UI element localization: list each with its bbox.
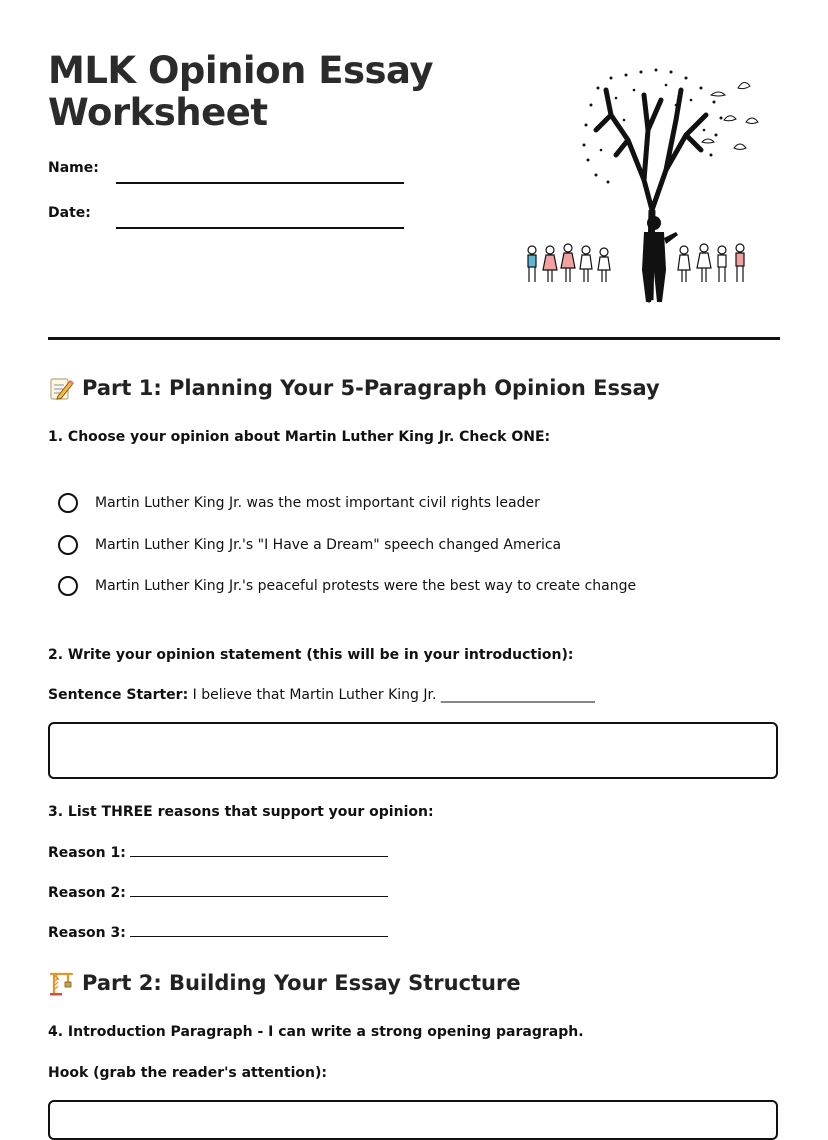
name-field xyxy=(48,160,408,184)
part1-heading xyxy=(48,375,660,401)
radio-circle[interactable] xyxy=(58,576,78,596)
option-label: Martin Luther King Jr.'s peaceful protests were the best way to create change xyxy=(95,578,637,594)
header-divider xyxy=(48,337,780,340)
opinion-option-1[interactable] xyxy=(58,491,540,515)
mlk-tree-children-illustration xyxy=(516,60,776,310)
opinion-option-3[interactable] xyxy=(58,574,636,598)
memo-pencil-icon xyxy=(48,375,74,401)
children-holding-hands-icon xyxy=(528,244,744,282)
starter-text: I believe that Martin Luther King Jr. ______________________ xyxy=(188,687,595,703)
speaker-silhouette-icon xyxy=(642,216,678,302)
question-4: 4. Introduction Paragraph - I can write a strong opening paragraph. xyxy=(48,1024,584,1040)
option-label: Martin Luther King Jr.'s "I Have a Dream" speech changed America xyxy=(95,537,562,553)
title-line-1: MLK Opinion Essay xyxy=(48,49,434,92)
radio-circle[interactable] xyxy=(58,535,78,555)
construction-crane-icon xyxy=(48,970,74,996)
worksheet-page xyxy=(48,0,780,1118)
reason-label: Reason 1: xyxy=(48,845,126,861)
date-blank-line[interactable] xyxy=(116,227,404,229)
radio-circle[interactable] xyxy=(58,493,78,513)
hook-answer-box[interactable] xyxy=(48,1100,778,1140)
dove-icon xyxy=(702,82,758,149)
question-2: 2. Write your opinion statement (this will be in your introduction): xyxy=(48,647,574,663)
page-title xyxy=(48,50,433,134)
starter-label: Sentence Starter: xyxy=(48,687,189,703)
reason-label: Reason 2: xyxy=(48,885,126,901)
reason-label: Reason 3: xyxy=(48,925,126,941)
title-line-2: Worksheet xyxy=(48,91,268,134)
name-blank-line[interactable] xyxy=(116,182,404,184)
part2-title: Part 2: Building Your Essay Structure xyxy=(82,971,521,995)
question-3: 3. List THREE reasons that support your opinion: xyxy=(48,804,434,820)
date-field xyxy=(48,205,408,229)
opinion-option-2[interactable] xyxy=(58,533,561,557)
opinion-statement-box[interactable] xyxy=(48,722,778,779)
reason-blank[interactable] xyxy=(130,884,388,897)
question-1: 1. Choose your opinion about Martin Luther King Jr. Check ONE: xyxy=(48,429,551,445)
sentence-starter xyxy=(48,687,595,703)
reason-blank[interactable] xyxy=(130,924,388,937)
reason-1-line[interactable] xyxy=(48,844,388,861)
reason-blank[interactable] xyxy=(130,844,388,857)
part2-heading xyxy=(48,970,521,996)
name-label: Name: xyxy=(48,160,99,176)
reason-2-line[interactable] xyxy=(48,884,388,901)
part1-title: Part 1: Planning Your 5-Paragraph Opinion Essay xyxy=(82,376,660,400)
hook-label: Hook (grab the reader's attention): xyxy=(48,1065,327,1081)
option-label: Martin Luther King Jr. was the most important civil rights leader xyxy=(95,495,540,511)
date-label: Date: xyxy=(48,205,91,221)
reason-3-line[interactable] xyxy=(48,924,388,941)
